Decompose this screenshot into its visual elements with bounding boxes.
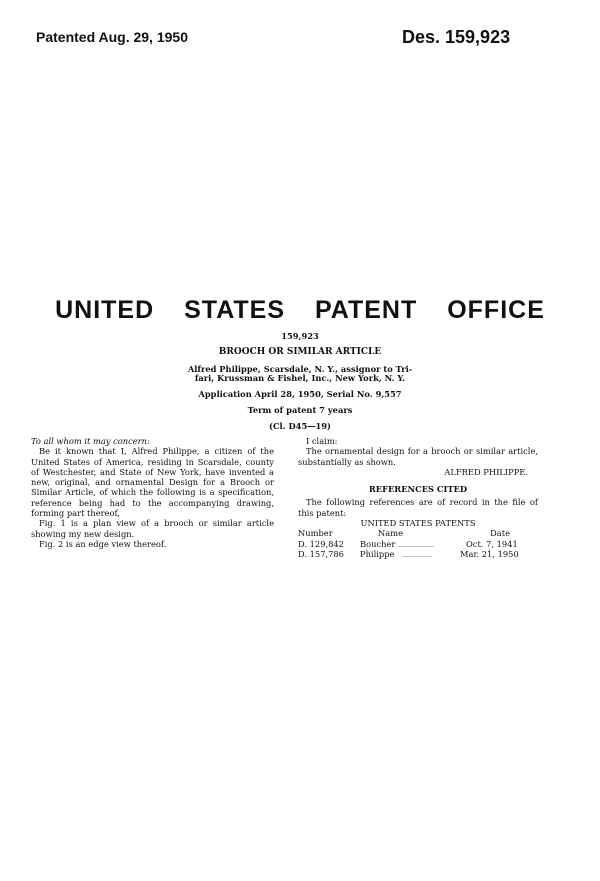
references-intro: The following references are of record in the file of this patent: bbox=[298, 497, 538, 518]
ref-date: Mar. 21, 1950 bbox=[460, 548, 519, 559]
patented-date: Patented Aug. 29, 1950 bbox=[36, 29, 188, 45]
claims-column bbox=[298, 436, 538, 559]
patent-title: BROOCH OR SIMILAR ARTICLE bbox=[218, 347, 382, 357]
table-row bbox=[298, 539, 538, 549]
claim-text: The ornamental design for a brooch or similar article, substantially as shown. bbox=[298, 446, 538, 467]
signature: ALFRED PHILIPPE. bbox=[444, 466, 528, 477]
col-date: Date bbox=[490, 528, 510, 539]
col-number: Number bbox=[298, 528, 333, 539]
specification-column bbox=[31, 436, 274, 549]
ref-name: Boucher bbox=[360, 538, 396, 549]
term-line: Term of patent 7 years bbox=[247, 405, 353, 415]
ref-number: D. 157,786 bbox=[298, 548, 344, 559]
table-row bbox=[298, 549, 538, 559]
classification: (Cl. D45—19) bbox=[269, 421, 331, 431]
ref-number: D. 129,842 bbox=[298, 538, 344, 549]
salutation: To all whom it may concern: bbox=[31, 436, 150, 446]
ref-leader: __________ bbox=[402, 549, 432, 557]
design-number: Des. 159,923 bbox=[402, 27, 511, 47]
application-line: Application April 28, 1950, Serial No. 9,557 bbox=[198, 389, 402, 399]
inventor-line-1: Alfred Philippe, Scarsdale, N. Y., assignor to Tri- bbox=[187, 364, 413, 374]
ref-leader: ____________ bbox=[398, 539, 434, 547]
references-subheading: UNITED STATES PATENTS bbox=[360, 518, 476, 529]
spec-paragraph: Fig. 2 is an edge view thereof. bbox=[39, 538, 167, 549]
claim-intro: I claim: bbox=[306, 436, 338, 446]
office-heading: UNITED STATES PATENT OFFICE bbox=[55, 296, 545, 324]
references-heading: REFERENCES CITED bbox=[368, 484, 468, 495]
inventor-line-2: fari, Krussman & Fishel, Inc., New York, N. Y. bbox=[194, 373, 406, 383]
ref-name: Philippe bbox=[360, 548, 395, 559]
ref-date: Oct. 7, 1941 bbox=[466, 538, 518, 549]
spec-paragraph: Fig. 1 is a plan view of a brooch or similar article showing my new design. bbox=[31, 518, 274, 539]
patent-number: 159,923 bbox=[281, 331, 319, 341]
references-header-row bbox=[298, 528, 538, 538]
spec-paragraph: Be it known that I, Alfred Philippe, a citizen of the United States of America, residing in Scarsdale, county of Westchester, and State of New York, have invented a new, original, and ornamental Design for a Brooch or Similar Article, of which the following is a specification, reference being had to the accompanying drawing, forming part thereof, bbox=[31, 446, 274, 519]
col-name: Name bbox=[378, 528, 403, 539]
